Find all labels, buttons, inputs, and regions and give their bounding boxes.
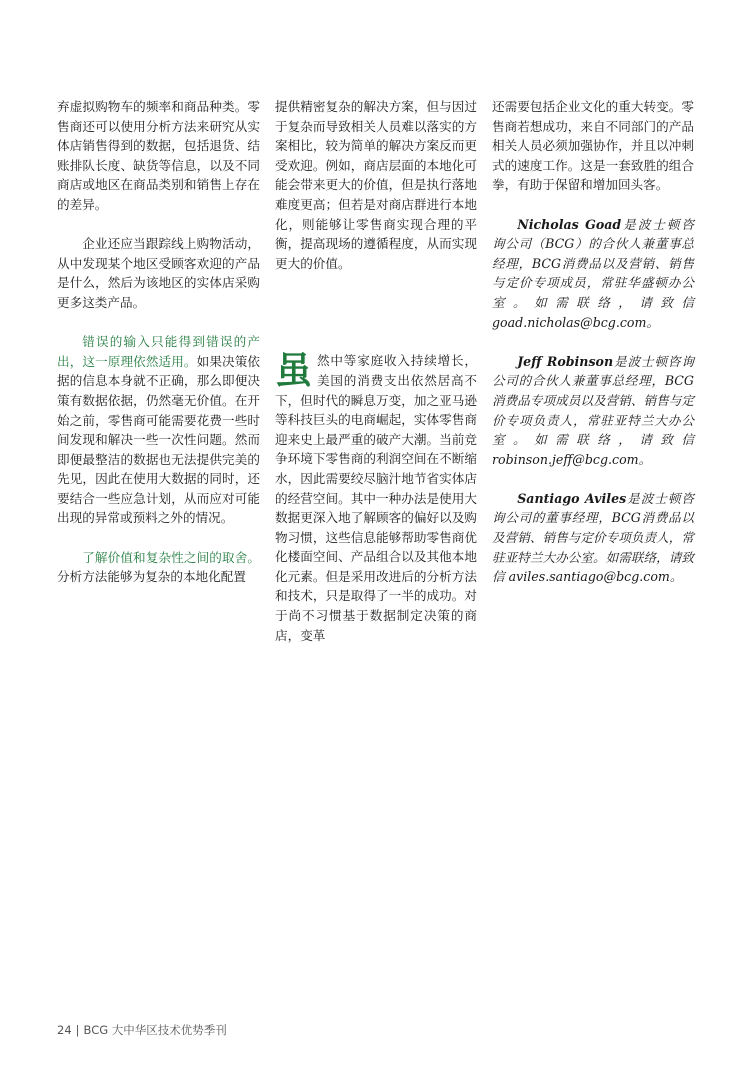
author-name: Nicholas Goad — [517, 216, 622, 232]
paragraph — [57, 548, 260, 587]
author-bio-text: 是波士顿咨询公司（BCG）的合伙人兼董事总经理，BCG消费品以及营销、销售与定价专项成员，常驻华盛顿办公室。如需联络，请致信 goad.nicholas@bcg.com。 — [492, 216, 695, 330]
section-lead: 了解价值和复杂性之间的取舍。 — [82, 549, 260, 565]
author-bio-text: 是波士顿咨询公司的董事经理，BCG消费品以及营销、销售与定价专项负责人，常驻亚特兰大办公室。如需联络，请致信 aviles.santiago@bcg.com。 — [492, 490, 694, 585]
author-bio — [492, 352, 694, 470]
column-3 — [492, 97, 694, 587]
column-2 — [275, 97, 477, 645]
paragraph-body: 分析方法能够为复杂的本地化配置 — [57, 569, 246, 585]
paragraph: 还需要包括企业文化的重大转变。零售商若想成功，来自不同部门的产品相关人员必须加强协作，并且以冲刺式的速度工作。这是一套致胜的组合拳，有助于保留和增加回头客。 — [492, 99, 694, 193]
drop-cap: 虽 — [275, 349, 312, 393]
section-lead: 错误的输入只能得到错误的产出，这一原理依然适用。 — [57, 334, 260, 369]
author-name: Santiago Aviles — [517, 490, 627, 506]
paragraph: 提供精密复杂的解决方案，但与因过于复杂而导致相关人员难以落实的方案相比，较为简单的解决方案反而更受欢迎。例如，商店层面的本地化可能会带来更大的价值，但是执行落地难度更高；但若是对商店群进行本地化，则能够让零售商实现合理的平衡，提高现场的遵循程度，从而实现更大的价值。 — [275, 99, 477, 271]
paragraph: 企业还应当跟踪线上购物活动，从中发现某个地区受顾客欢迎的产品是什么，然后为该地区的实体店采购更多这类产品。 — [57, 236, 260, 310]
author-bio-text: 是波士顿咨询公司的合伙人兼董事总经理，BCG消费品专项成员以及营销、销售与定价专项负责人，常驻亚特兰大办公室。如需联络，请致信 robinson.jeff@bcg.com。 — [492, 353, 695, 467]
publication-title: BCG 大中华区技术优势季刊 — [83, 1023, 227, 1037]
footer-separator: | — [75, 1023, 80, 1037]
paragraph — [57, 332, 260, 528]
paragraph: 弃虚拟购物车的频率和商品种类。零售商还可以使用分析方法来研究从实体店销售得到的数据，包括退货、结账排队长度、缺货等信息，以及不同商店或地区在商品类别和销售上存在的差异。 — [57, 99, 260, 212]
author-bio — [492, 489, 694, 587]
paragraph-body: 如果决策依据的信息本身就不正确，那么即便决策有数据依据，仍然毫无价值。在开始之前，零售商可能需要花费一些时间发现和解决一些一次性问题。然而即便最整洁的数据也无法提供完美的先见，因此在使用大数据的同时，还要结合一些应急计划，从而应对可能出现的异常或预料之外的情况。 — [57, 353, 261, 526]
paragraph-body: 然中等家庭收入持续增长，美国的消费支出依然居高不下，但时代的瞬息万变，加之亚马逊等科技巨头的电商崛起，实体零售商迎来史上最严重的破产大潮。当前竞争环境下零售商的利润空间在不断缩水，因此需要绞尽脑汁地节省实体店的经营空间。其中一种办法是使用大数据更深入地了解顾客的偏好以及购物习惯，这些信息能够帮助零售商优化楼面空间、产品组合以及其他本地化元素。但是采用改进后的分析方法和技术，只是取得了一半的成功。对于尚不习惯基于数据制定决策的商店，变革 — [275, 353, 477, 643]
column-1 — [57, 97, 260, 587]
paragraph — [275, 351, 477, 645]
author-bio — [492, 215, 694, 333]
page-footer — [57, 1022, 227, 1038]
author-name: Jeff Robinson — [517, 353, 614, 369]
page-number: 24 — [57, 1023, 72, 1037]
